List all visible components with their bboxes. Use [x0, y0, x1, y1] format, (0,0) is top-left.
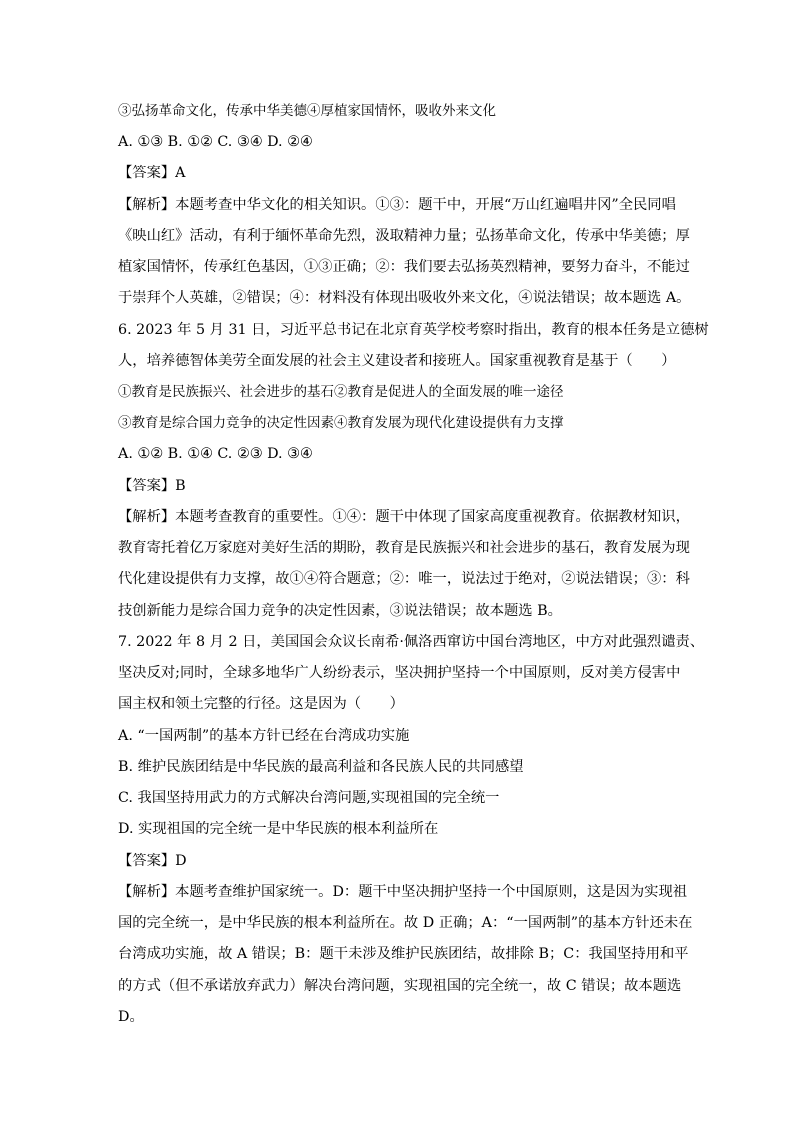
option-line: D. 实现祖国的完全统一是中华民族的根本利益所在 [118, 821, 439, 837]
answer-line: 【答案】B [118, 478, 186, 494]
analysis-line: 【解析】本题考查教育的重要性。①④：题干中体现了国家高度重视教育。依据教材知识， [118, 509, 690, 525]
analysis-line: 【解析】本题考查中华文化的相关知识。①③：题干中，开展“万山红遍唱井冈”全民同唱 [118, 197, 676, 213]
analysis-line: 教育寄托着亿万家庭对美好生活的期盼，教育是民族振兴和社会进步的基石，教育发展为现 [118, 540, 690, 556]
question-line: 坚决反对;同时，全球多地华广人纷纷表示，坚决拥护坚持一个中国原则，反对美方侵害中 [118, 665, 681, 681]
question-line: 6. 2023 年 5 月 31 日，习近平总书记在北京育英学校考察时指出，教育的根本任务是立德树 [118, 322, 709, 338]
option-line: A. “一国两制”的基本方针已经在台湾成功实施 [118, 728, 410, 744]
option-line: B. 维护民族团结是中华民族的最高利益和各民族人民的共同感望 [118, 759, 524, 775]
analysis-line: 技创新能力是综合国力竞争的决定性因素，③说法错误；故本题选 B。 [118, 603, 562, 619]
answer-line: 【答案】A [118, 165, 186, 181]
analysis-line: 【解析】本题考查维护国家统一。D：题干中坚决拥护坚持一个中国原则，这是因为实现祖 [118, 884, 688, 900]
analysis-line: 代化建设提供有力支撑，故①④符合题意；②：唯一，说法过于绝对，②说法错误；③：科 [118, 571, 690, 587]
choices-line: A. ①③ B. ①② C. ③④ D. ②④ [118, 134, 313, 150]
question-line: 7. 2022 年 8 月 2 日，美国国会众议长南希·佩洛西窜访中国台湾地区，中方对此强烈谴责、 [118, 634, 705, 650]
analysis-line: D。 [118, 1009, 144, 1025]
analysis-line: 国的完全统一，是中华民族的根本利益所在。故 D 正确；A：“一国两制”的基本方针还未在 [118, 915, 693, 931]
analysis-line: 的方式（但不承诺放弃武力）解决台湾问题，实现祖国的完全统一，故 C 错误；故本题选 [118, 978, 682, 994]
option-line: ③教育是综合国力竞争的决定性因素④教育发展为现代化建设提供有力支撑 [118, 415, 564, 431]
option-line: C. 我国坚持用武力的方式解决台湾问题,实现祖国的完全统一 [118, 790, 500, 806]
question-line: 国主权和领土完整的行径。这是因为（ ） [118, 696, 404, 712]
analysis-line: 植家国情怀，传承红色基因，①③正确；②：我们要去弘扬英烈精神，要努力奋斗，不能过 [118, 259, 690, 275]
question-line: 人，培养德智体美劳全面发展的社会主义建设者和接班人。国家重视教育是基于（ ） [118, 353, 676, 369]
option-line: ①教育是民族振兴、社会进步的基石②教育是促进人的全面发展的唯一途径 [118, 384, 564, 400]
analysis-line: 于崇拜个人英雄，②错误；④：材料没有体现出吸收外来文化，④说法错误；故本题选 A。 [118, 290, 691, 306]
analysis-line: 《映山红》活动，有利于缅怀革命先烈，汲取精神力量；弘扬革命文化，传承中华美德；厚 [118, 228, 690, 244]
analysis-line: 台湾成功实施，故 A 错误；B：题干未涉及维护民族团结，故排除 B；C：我国坚持用和平 [118, 946, 689, 962]
option-line: ③弘扬革命文化，传承中华美德④厚植家国情怀，吸收外来文化 [118, 103, 496, 119]
answer-line: 【答案】D [118, 853, 187, 869]
choices-line: A. ①② B. ①④ C. ②③ D. ③④ [118, 446, 313, 462]
